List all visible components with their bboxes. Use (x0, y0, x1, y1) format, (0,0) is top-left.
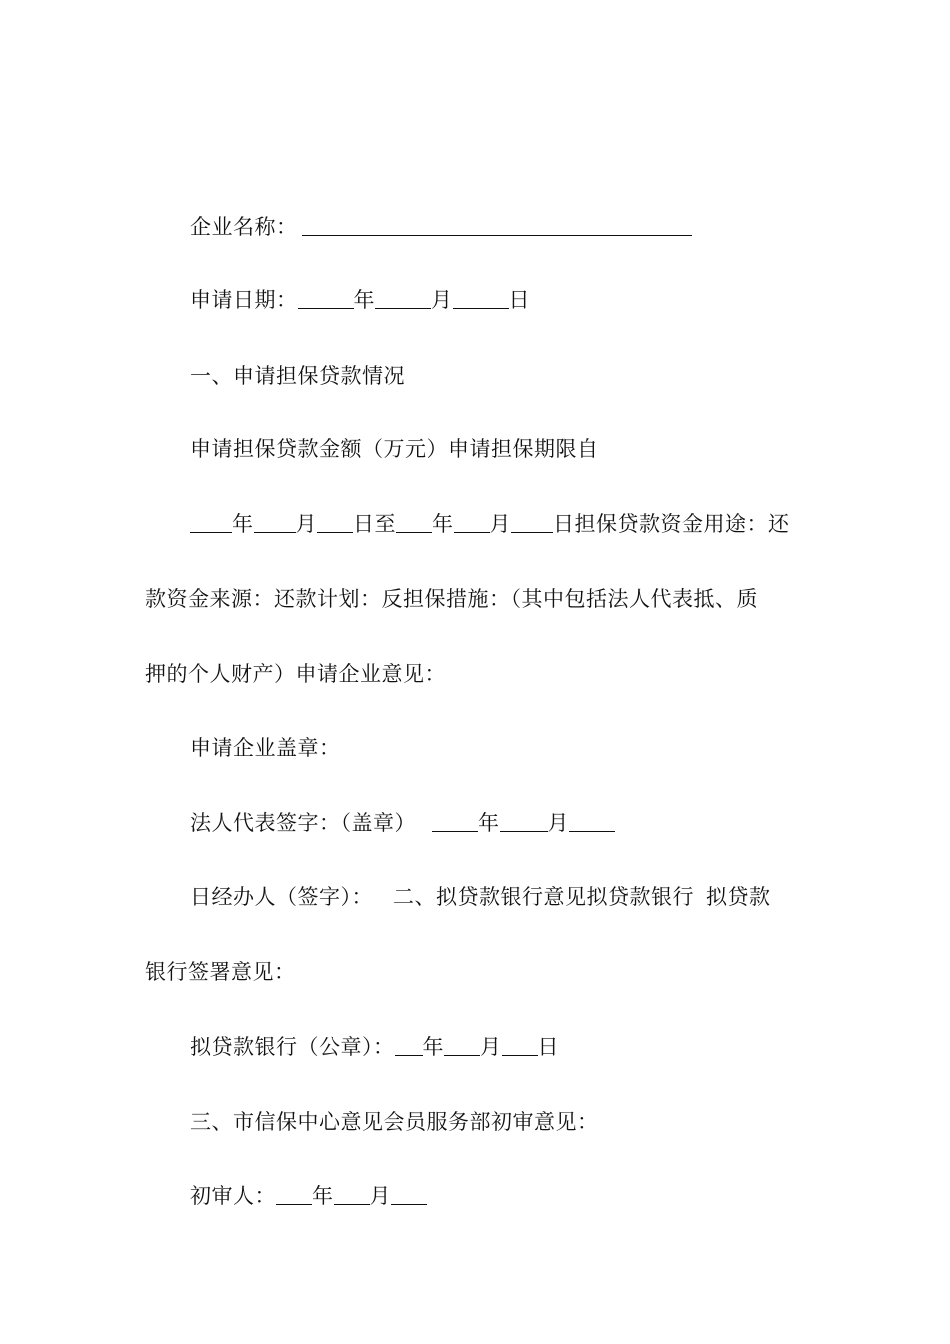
end-day-blank[interactable] (511, 512, 553, 533)
legal-rep-month-unit: 月 (547, 811, 569, 835)
bank-sign-text: 银行签署意见： (145, 960, 296, 984)
reviewer-row (190, 1181, 427, 1211)
month-blank[interactable] (375, 288, 431, 309)
application-date-label: 申请日期： (190, 288, 298, 312)
section3-title: 三、市信保中心意见会员服务部初审意见： (190, 1110, 599, 1134)
end-month-unit: 月 (489, 512, 511, 536)
bank-day-blank[interactable] (502, 1035, 538, 1056)
bank-seal-label: 拟贷款银行（公章）： (190, 1035, 395, 1059)
reviewer-year-blank[interactable] (276, 1184, 312, 1205)
personal-property-text: 押的个人财产）申请企业意见： (145, 662, 446, 686)
reviewer-year-unit: 年 (312, 1184, 334, 1208)
legal-rep-year-blank[interactable] (432, 811, 478, 832)
start-month-blank[interactable] (254, 512, 296, 533)
reviewer-day-blank[interactable] (391, 1184, 427, 1205)
period-mid-to: 日至 (353, 512, 396, 536)
legal-rep-label: 法人代表签字：（盖章） (190, 811, 416, 835)
guarantee-period-row (190, 509, 790, 539)
end-year-blank[interactable] (396, 512, 432, 533)
bank-year-unit: 年 (422, 1035, 444, 1059)
bank-year-blank[interactable] (395, 1035, 423, 1056)
loan-amount-text: 申请担保贷款金额（万元）申请担保期限自 (190, 437, 599, 461)
legal-rep-month-blank[interactable] (500, 811, 548, 832)
year-unit: 年 (353, 288, 375, 312)
start-day-blank[interactable] (317, 512, 353, 533)
start-month-unit: 月 (295, 512, 317, 536)
reviewer-month-blank[interactable] (334, 1184, 370, 1205)
bank-month-unit: 月 (480, 1035, 502, 1059)
day-blank[interactable] (453, 288, 509, 309)
legal-rep-row (190, 808, 615, 838)
start-year-unit: 年 (232, 512, 254, 536)
handler-row (190, 882, 771, 912)
application-date-row (190, 285, 530, 315)
repayment-text: 款资金来源：还款计划：反担保措施：（其中包括法人代表抵、质 (145, 587, 758, 611)
section2-tail: 拟贷款 (706, 885, 771, 909)
period-tail: 日担保贷款资金用途：还 (553, 512, 790, 536)
end-month-blank[interactable] (454, 512, 490, 533)
handler-text: 日经办人（签字）： (190, 885, 373, 909)
end-year-unit: 年 (432, 512, 454, 536)
company-seal-label: 申请企业盖章： (190, 736, 341, 760)
bank-seal-row (190, 1032, 559, 1062)
company-name-blank[interactable] (302, 215, 692, 236)
company-name-row (190, 212, 692, 242)
section2-text: 二、拟贷款银行意见拟贷款银行 (393, 885, 694, 909)
legal-rep-year-unit: 年 (478, 811, 500, 835)
year-blank[interactable] (298, 288, 354, 309)
bank-day-unit: 日 (537, 1035, 559, 1059)
month-unit: 月 (431, 288, 453, 312)
bank-month-blank[interactable] (444, 1035, 480, 1056)
section1-title: 一、申请担保贷款情况 (190, 364, 405, 388)
start-year-blank[interactable] (190, 512, 232, 533)
legal-rep-day-blank[interactable] (569, 811, 615, 832)
reviewer-month-unit: 月 (369, 1184, 391, 1208)
reviewer-label: 初审人： (190, 1184, 276, 1208)
day-unit: 日 (508, 288, 530, 312)
company-name-label: 企业名称： (190, 215, 298, 239)
